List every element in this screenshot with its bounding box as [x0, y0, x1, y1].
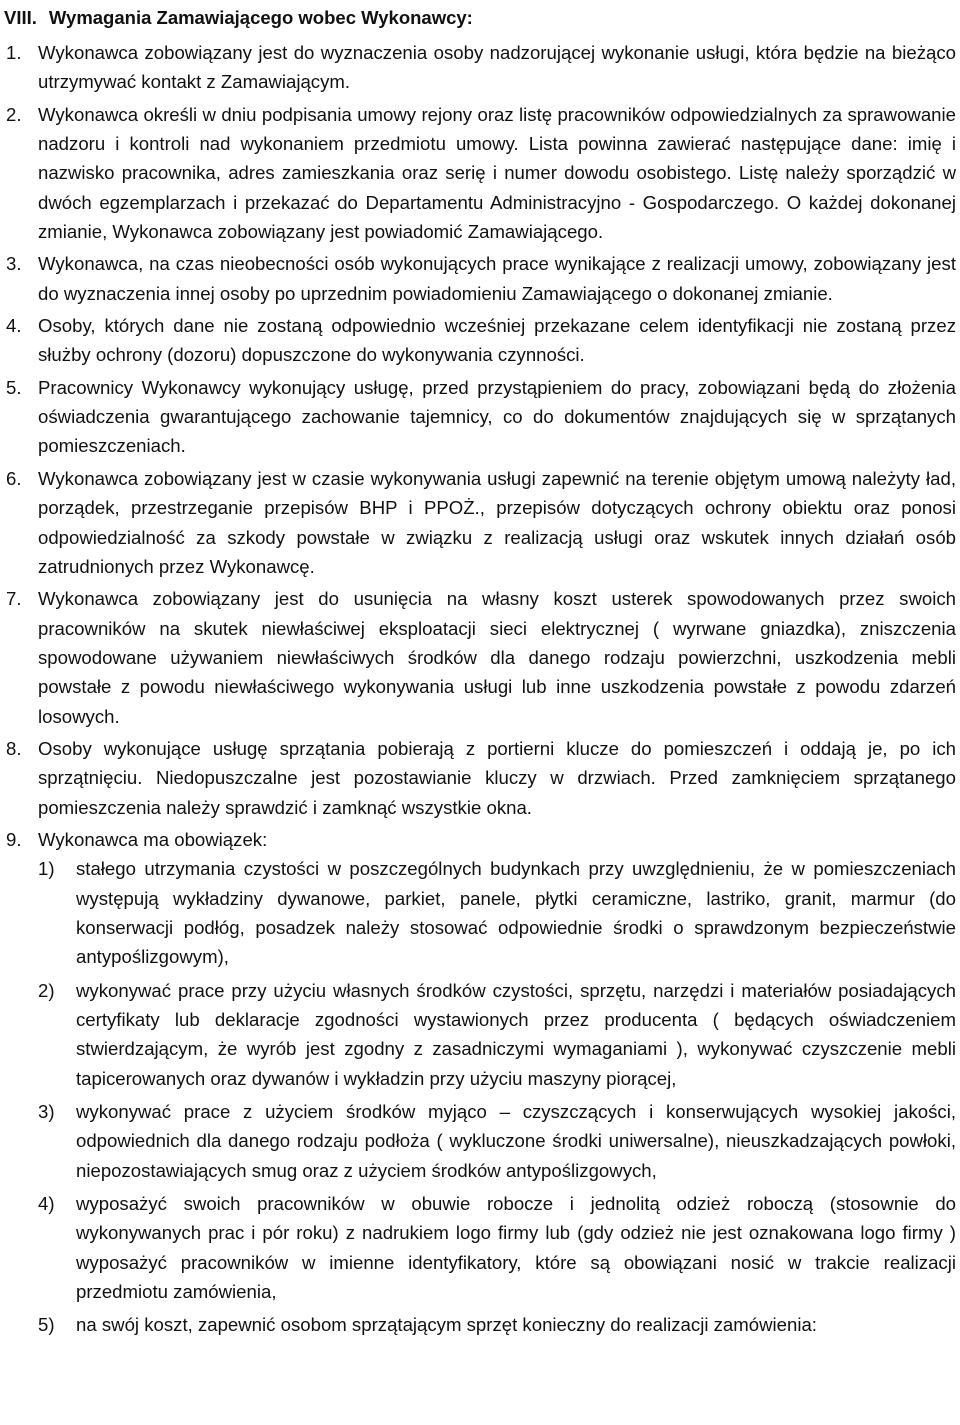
- sublist-item-number: 5): [38, 1314, 55, 1336]
- sublist-item-text: wykonywać prace z użyciem środków myjąco – czyszczących i konserwujących wysokiej jakości, odpowiednich dla danego rodzaju podłoża ( wykluczone środki uniwersalne), nieuszkadzających powłoki, niepozostawiających smug oraz z użyciem środków antypoślizgowych,: [76, 1101, 956, 1181]
- list-item: [4, 464, 956, 581]
- section-title: Wymagania Zamawiającego wobec Wykonawcy:: [48, 7, 473, 28]
- sublist-item-text: na swój koszt, zapewnić osobom sprzątającym sprzęt konieczny do realizacji zamówienia:: [76, 1314, 817, 1336]
- list-item-text: Wykonawca, na czas nieobecności osób wykonujących prace wynikające z realizacji umowy, zobowiązany jest do wyznaczenia innej osoby po uprzednim powiadomieniu Zamawiającego o dokonanej zmianie.: [38, 253, 956, 304]
- list-item-number: 9.: [6, 828, 22, 850]
- requirements-list: [4, 38, 956, 854]
- list-item-text: Wykonawca zobowiązany jest do wyznaczenia osoby nadzorującej wykonanie usługi, która będzie na bieżąco utrzymywać kontakt z Zamawiającym.: [38, 42, 956, 93]
- list-item: [4, 734, 956, 822]
- list-item: [4, 38, 956, 97]
- sublist-item: [4, 976, 956, 1093]
- list-item-number: 7.: [6, 588, 22, 610]
- sublist-item-text: wykonywać prace przy użyciu własnych środków czystości, sprzętu, narzędzi i materiałów posiadających certyfikaty lub deklaracje zgodności wystawionych przez producenta ( będących oświadczeniem stwierdzającym, że wyrób jest zgodny z zasadniczymi wymaganiami ), wykonywać czyszczenie mebli tapicerowanych oraz dywanów i wykładzin przy użyciu maszyny piorącej,: [76, 979, 956, 1089]
- obligations-sublist: [4, 854, 956, 1340]
- sublist-item: [4, 1097, 956, 1185]
- list-item: [4, 584, 956, 731]
- list-item: [4, 373, 956, 461]
- list-item: [4, 100, 956, 247]
- section-heading: [4, 0, 956, 33]
- sublist-item: [4, 854, 956, 971]
- sublist-item: [4, 1310, 956, 1339]
- list-item-text: Pracownicy Wykonawcy wykonujący usługę, przed przystąpieniem do pracy, zobowiązani będą do złożenia oświadczenia gwarantującego zachowanie tajemnicy, co do dokumentów znajdujących się w sprzątanych pomieszczeniach.: [38, 376, 956, 457]
- sublist-item-number: 1): [38, 858, 55, 880]
- sublist-item-text: wyposażyć swoich pracowników w obuwie robocze i jednolitą odzież roboczą (stosownie do wykonywanych prac i pór roku) z nadrukiem logo firmy lub (gdy odzież nie jest oznakowana logo firmy ) wyposażyć pracowników w imienne identyfikatory, które są obowiązani nosić w trakcie realizacji przedmiotu zamówienia,: [76, 1193, 956, 1303]
- list-item-text: Wykonawca ma obowiązek:: [38, 828, 268, 850]
- list-item-number: 5.: [6, 376, 22, 398]
- list-item-number: 8.: [6, 737, 22, 759]
- list-item: [4, 249, 956, 308]
- list-item-number: 3.: [6, 253, 22, 275]
- section-number: VIII.: [4, 7, 37, 28]
- list-item-text: Osoby wykonujące usługę sprzątania pobierają z portierni klucze do pomieszczeń i oddają je, po ich sprzątnięciu. Niedopuszczalne jest pozostawianie kluczy w drzwiach. Przed zamknięciem sprzątanego pomieszczenia należy sprawdzić i zamknąć wszystkie okna.: [38, 737, 956, 818]
- list-item-number: 6.: [6, 467, 22, 489]
- sublist-item-text: stałego utrzymania czystości w poszczególnych budynkach przy uwzględnieniu, że w pomieszczeniach występują wykładziny dywanowe, parkiet, panele, płytki ceramiczne, lastriko, granit, marmur (do konserwacji podłóg, posadzek należy stosować odpowiednie środki o sprawdzonym bezpieczeństwie antypoślizgowym),: [76, 858, 956, 968]
- sublist-item: [4, 1189, 956, 1306]
- sublist-item-number: 4): [38, 1193, 55, 1215]
- list-item: [4, 311, 956, 370]
- sublist-item-number: 2): [38, 979, 55, 1001]
- list-item: [4, 825, 956, 854]
- list-item-text: Wykonawca zobowiązany jest w czasie wykonywania usługi zapewnić na terenie objętym umową należyty ład, porządek, przestrzeganie przepisów BHP i PPOŻ., przepisów dotyczących ochrony obiektu oraz ponosi odpowiedzialność za szkody powstałe w związku z realizacją usługi oraz wskutek innych działań osób zatrudnionych przez Wykonawcę.: [38, 467, 956, 577]
- list-item-text: Wykonawca zobowiązany jest do usunięcia na własny koszt usterek spowodowanych przez swoich pracowników na skutek niewłaściwej eksploatacji sieci elektrycznej ( wyrwane gniazdka), zniszczenia spowodowane używaniem niewłaściwych środków dla danego rodzaju powierzchni, uszkodzenia mebli powstałe z powodu niewłaściwego wykonywania usługi lub inne uszkodzenia powstałe z powodu zdarzeń losowych.: [38, 588, 956, 727]
- sublist-item-number: 3): [38, 1101, 55, 1123]
- list-item-number: 4.: [6, 315, 22, 337]
- list-item-number: 2.: [6, 103, 22, 125]
- list-item-number: 1.: [6, 42, 22, 63]
- list-item-text: Osoby, których dane nie zostaną odpowiednio wcześniej przekazane celem identyfikacji nie zostaną przez służby ochrony (dozoru) dopuszczone do wykonywania czynności.: [38, 315, 956, 366]
- list-item-text: Wykonawca określi w dniu podpisania umowy rejony oraz listę pracowników odpowiedzialnych za sprawowanie nadzoru i kontroli nad wykonaniem przedmiotu umowy. Lista powinna zawierać następujące dane: imię i nazwisko pracownika, adres zamieszkania oraz serię i numer dowodu osobistego. Listę należy sporządzić w dwóch egzemplarzach i przekazać do Departamentu Administracyjno - Gospodarczego. O każdej dokonanej zmianie, Wykonawca zobowiązany jest powiadomić Zamawiającego.: [38, 103, 956, 243]
